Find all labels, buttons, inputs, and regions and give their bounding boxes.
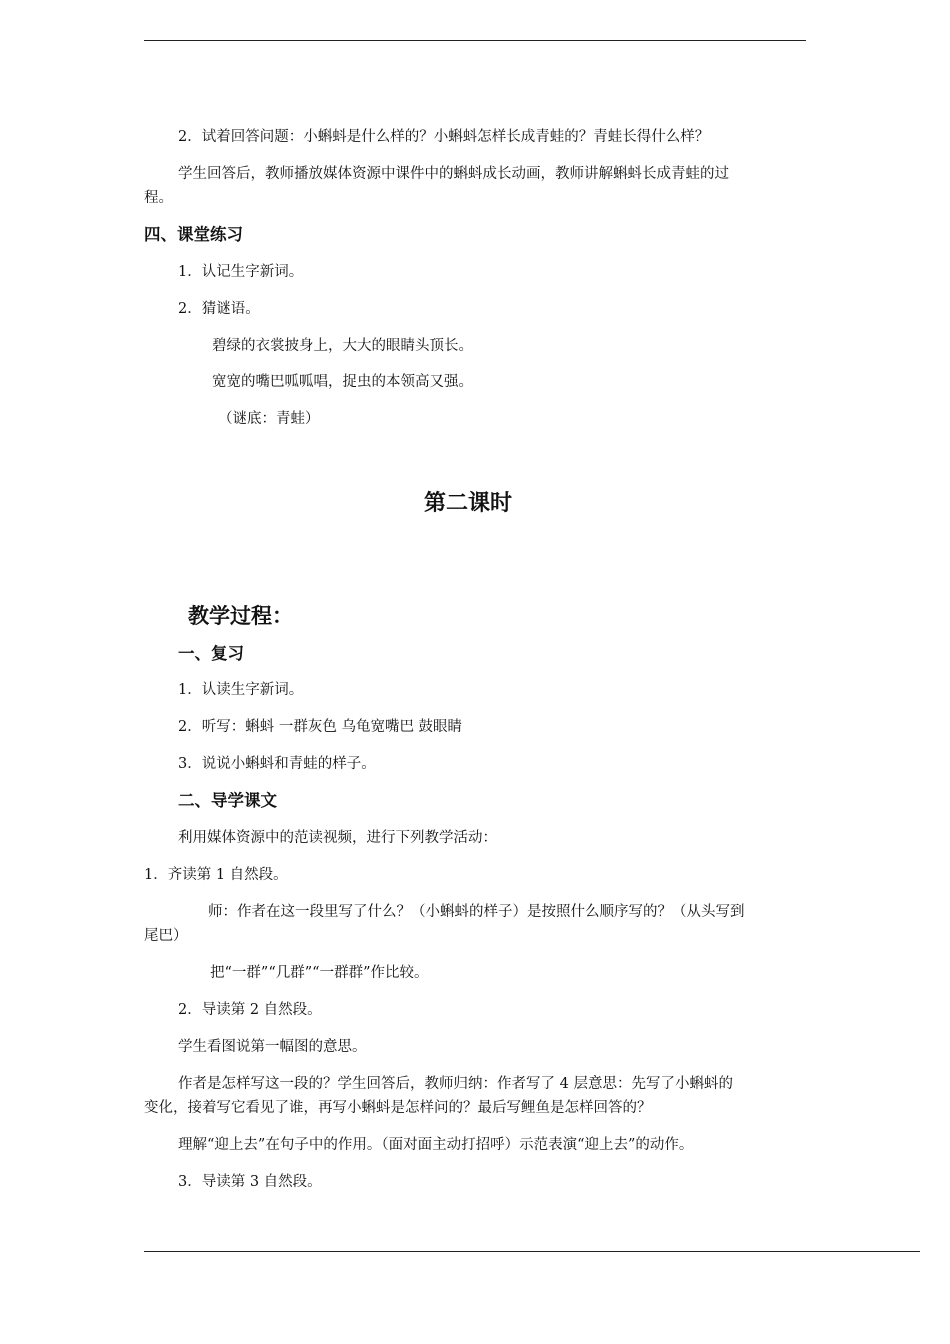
paragraph-line: 学生看图说第一幅图的意思。 [178, 1039, 367, 1055]
paragraph-line: 学生回答后，教师播放媒体资源中课件中的蝌蚪成长动画，教师讲解蝌蚪长成青蛙的过 [178, 166, 729, 182]
list-item: 2．猜谜语。 [178, 301, 260, 317]
header-rule [144, 40, 806, 41]
teacher-line: 尾巴） [144, 928, 188, 944]
lesson-title: 第二课时 [424, 491, 513, 516]
list-item: 2．导读第 2 自然段。 [178, 1002, 322, 1018]
section-heading-practice: 四、课堂练习 [144, 225, 243, 244]
list-item: 3．说说小蝌蚪和青蛙的样子。 [178, 756, 376, 772]
paragraph-line: 程。 [144, 190, 173, 206]
list-item: 3．导读第 3 自然段。 [178, 1174, 322, 1190]
section-heading-review: 一、复习 [178, 644, 244, 663]
riddle-line: 碧绿的衣裳披身上，大大的眼睛头顶长。 [212, 338, 473, 354]
question-line: 2．试着回答问题：小蝌蚪是什么样的？小蝌蚪怎样长成青蛙的？青蛙长得什么样？ [178, 129, 710, 145]
paragraph-line: 把“一群”“几群”“一群群”作比较。 [210, 965, 429, 981]
list-item: 2．听写：蝌蚪 一群灰色 乌龟宽嘴巴 鼓眼睛 [178, 719, 463, 735]
paragraph-line: 理解“迎上去”在句子中的作用。（面对面主动打招呼）示范表演“迎上去”的动作。 [178, 1137, 694, 1153]
paragraph-line: 变化，接着写它看见了谁，再写小蝌蚪是怎样问的？最后写鲤鱼是怎样回答的？ [144, 1100, 652, 1116]
riddle-answer: （谜底：青蛙） [218, 411, 320, 427]
paragraph-line: 作者是怎样写这一段的？学生回答后，教师归纳：作者写了 4 层意思：先写了小蝌蚪的 [178, 1076, 733, 1092]
section-heading-guided-reading: 二、导学课文 [178, 791, 277, 810]
list-item: 1．认记生字新词。 [178, 264, 304, 280]
process-heading: 教学过程： [188, 604, 293, 628]
paragraph-line: 利用媒体资源中的范读视频，进行下列教学活动： [178, 830, 497, 846]
teacher-line: 师：作者在这一段里写了什么？（小蝌蚪的样子）是按照什么顺序写的？（从头写到 [208, 904, 745, 920]
riddle-line: 宽宽的嘴巴呱呱唱，捉虫的本领高又强。 [212, 374, 473, 390]
list-item: 1．认读生字新词。 [178, 682, 304, 698]
list-item: 1．齐读第 1 自然段。 [144, 867, 288, 883]
footer-rule [144, 1251, 920, 1252]
